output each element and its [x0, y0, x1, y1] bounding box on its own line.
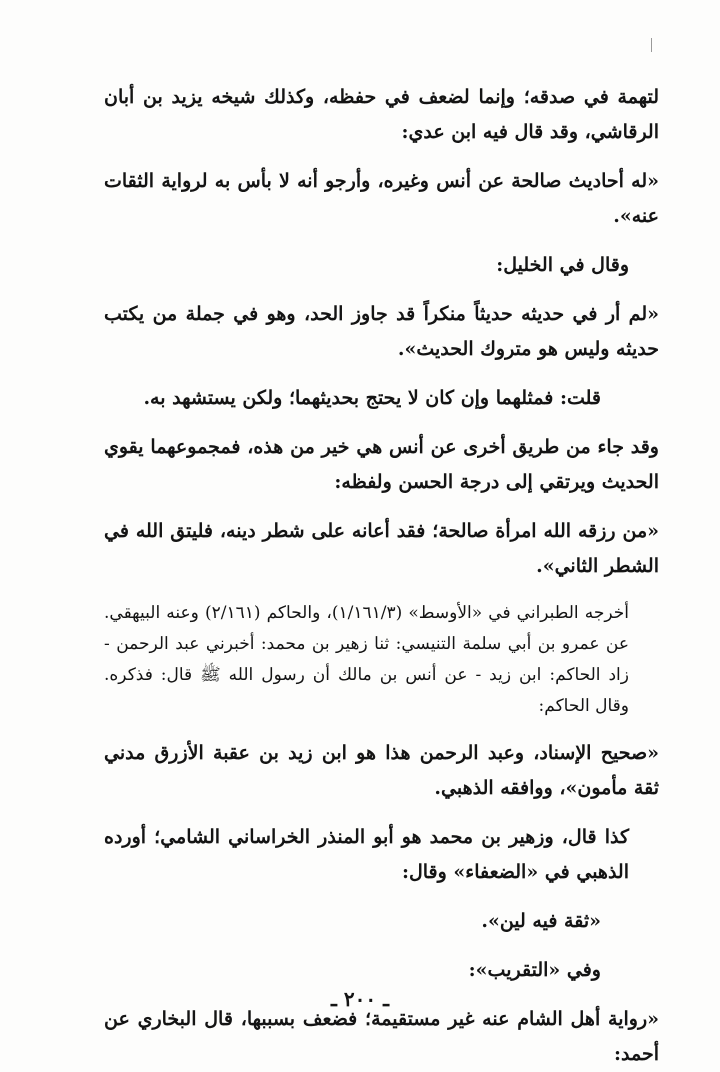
quote-ibn-adi: «له أحاديث صالحة عن أنس وغيره، وأرجو أنه لا بأس به لرواية الثقات عنه». — [104, 170, 659, 227]
page-body — [104, 80, 659, 1072]
paragraph-zuhair: كذا قال، وزهير بن محمد هو أبو المنذر الخراساني الشامي؛ أورده الذهبي في «الضعفاء» وقال: — [104, 826, 629, 883]
paragraph-takhrij: أخرجه الطبراني في «الأوسط» (١/١٦١/٣)، والحاكم (٢/١٦١) وعنه البيهقي. عن عمرو بن أبي سلمة التنيسي: ثنا زهير بن محمد: أخبرني عبد الرحمن - زاد الحاكم: ابن زيد - عن أنس بن مالك أن رسول الله ﷺ قال: فذكره. وقال الحاكم: — [104, 603, 629, 716]
quote-hakim: «صحيح الإسناد، وعبد الرحمن هذا هو ابن زيد بن عقبة الأزرق مدني ثقة مأمون»، ووافقه الذهبي. — [104, 742, 659, 799]
paragraph-taqrib: وفي «التقريب»: — [468, 959, 601, 981]
paragraph-ibn-adi-intro: لتهمة في صدقه؛ وإنما لضعف في حفظه، وكذلك شيخه يزيد بن أبان الرقاشي، وقد قال فيه ابن عدي: — [104, 86, 659, 143]
scan-edge-mark — [651, 38, 652, 52]
quote-thiqa: «ثقة فيه لين». — [481, 910, 601, 932]
paragraph-other-route: وقد جاء من طريق أخرى عن أنس هي خير من هذه، فمجموعهما يقوي الحديث ويرتقي إلى درجة الحسن ولفظه: — [104, 436, 659, 493]
paragraph-qultu: قلت: فمثلهما وإن كان لا يحتج بحديثهما؛ ولكن يستشهد به. — [143, 387, 601, 409]
paragraph-khalili-intro: وقال في الخليل: — [496, 254, 629, 276]
quote-hadith-text: «من رزقه الله امرأة صالحة؛ فقد أعانه على شطر دينه، فليتق الله في الشطر الثاني». — [104, 520, 659, 577]
page-number: ـ ٢٠٠ ـ — [331, 987, 389, 1011]
quote-khalili: «لم أر في حديثه حديثاً منكراً قد جاوز الحد، وهو في جملة من يكتب حديثه وليس هو متروك الحديث». — [104, 303, 659, 360]
quote-sham-narration: «رواية أهل الشام عنه غير مستقيمة؛ فضعف بسببها، قال البخاري عن أحمد: — [104, 1008, 659, 1065]
